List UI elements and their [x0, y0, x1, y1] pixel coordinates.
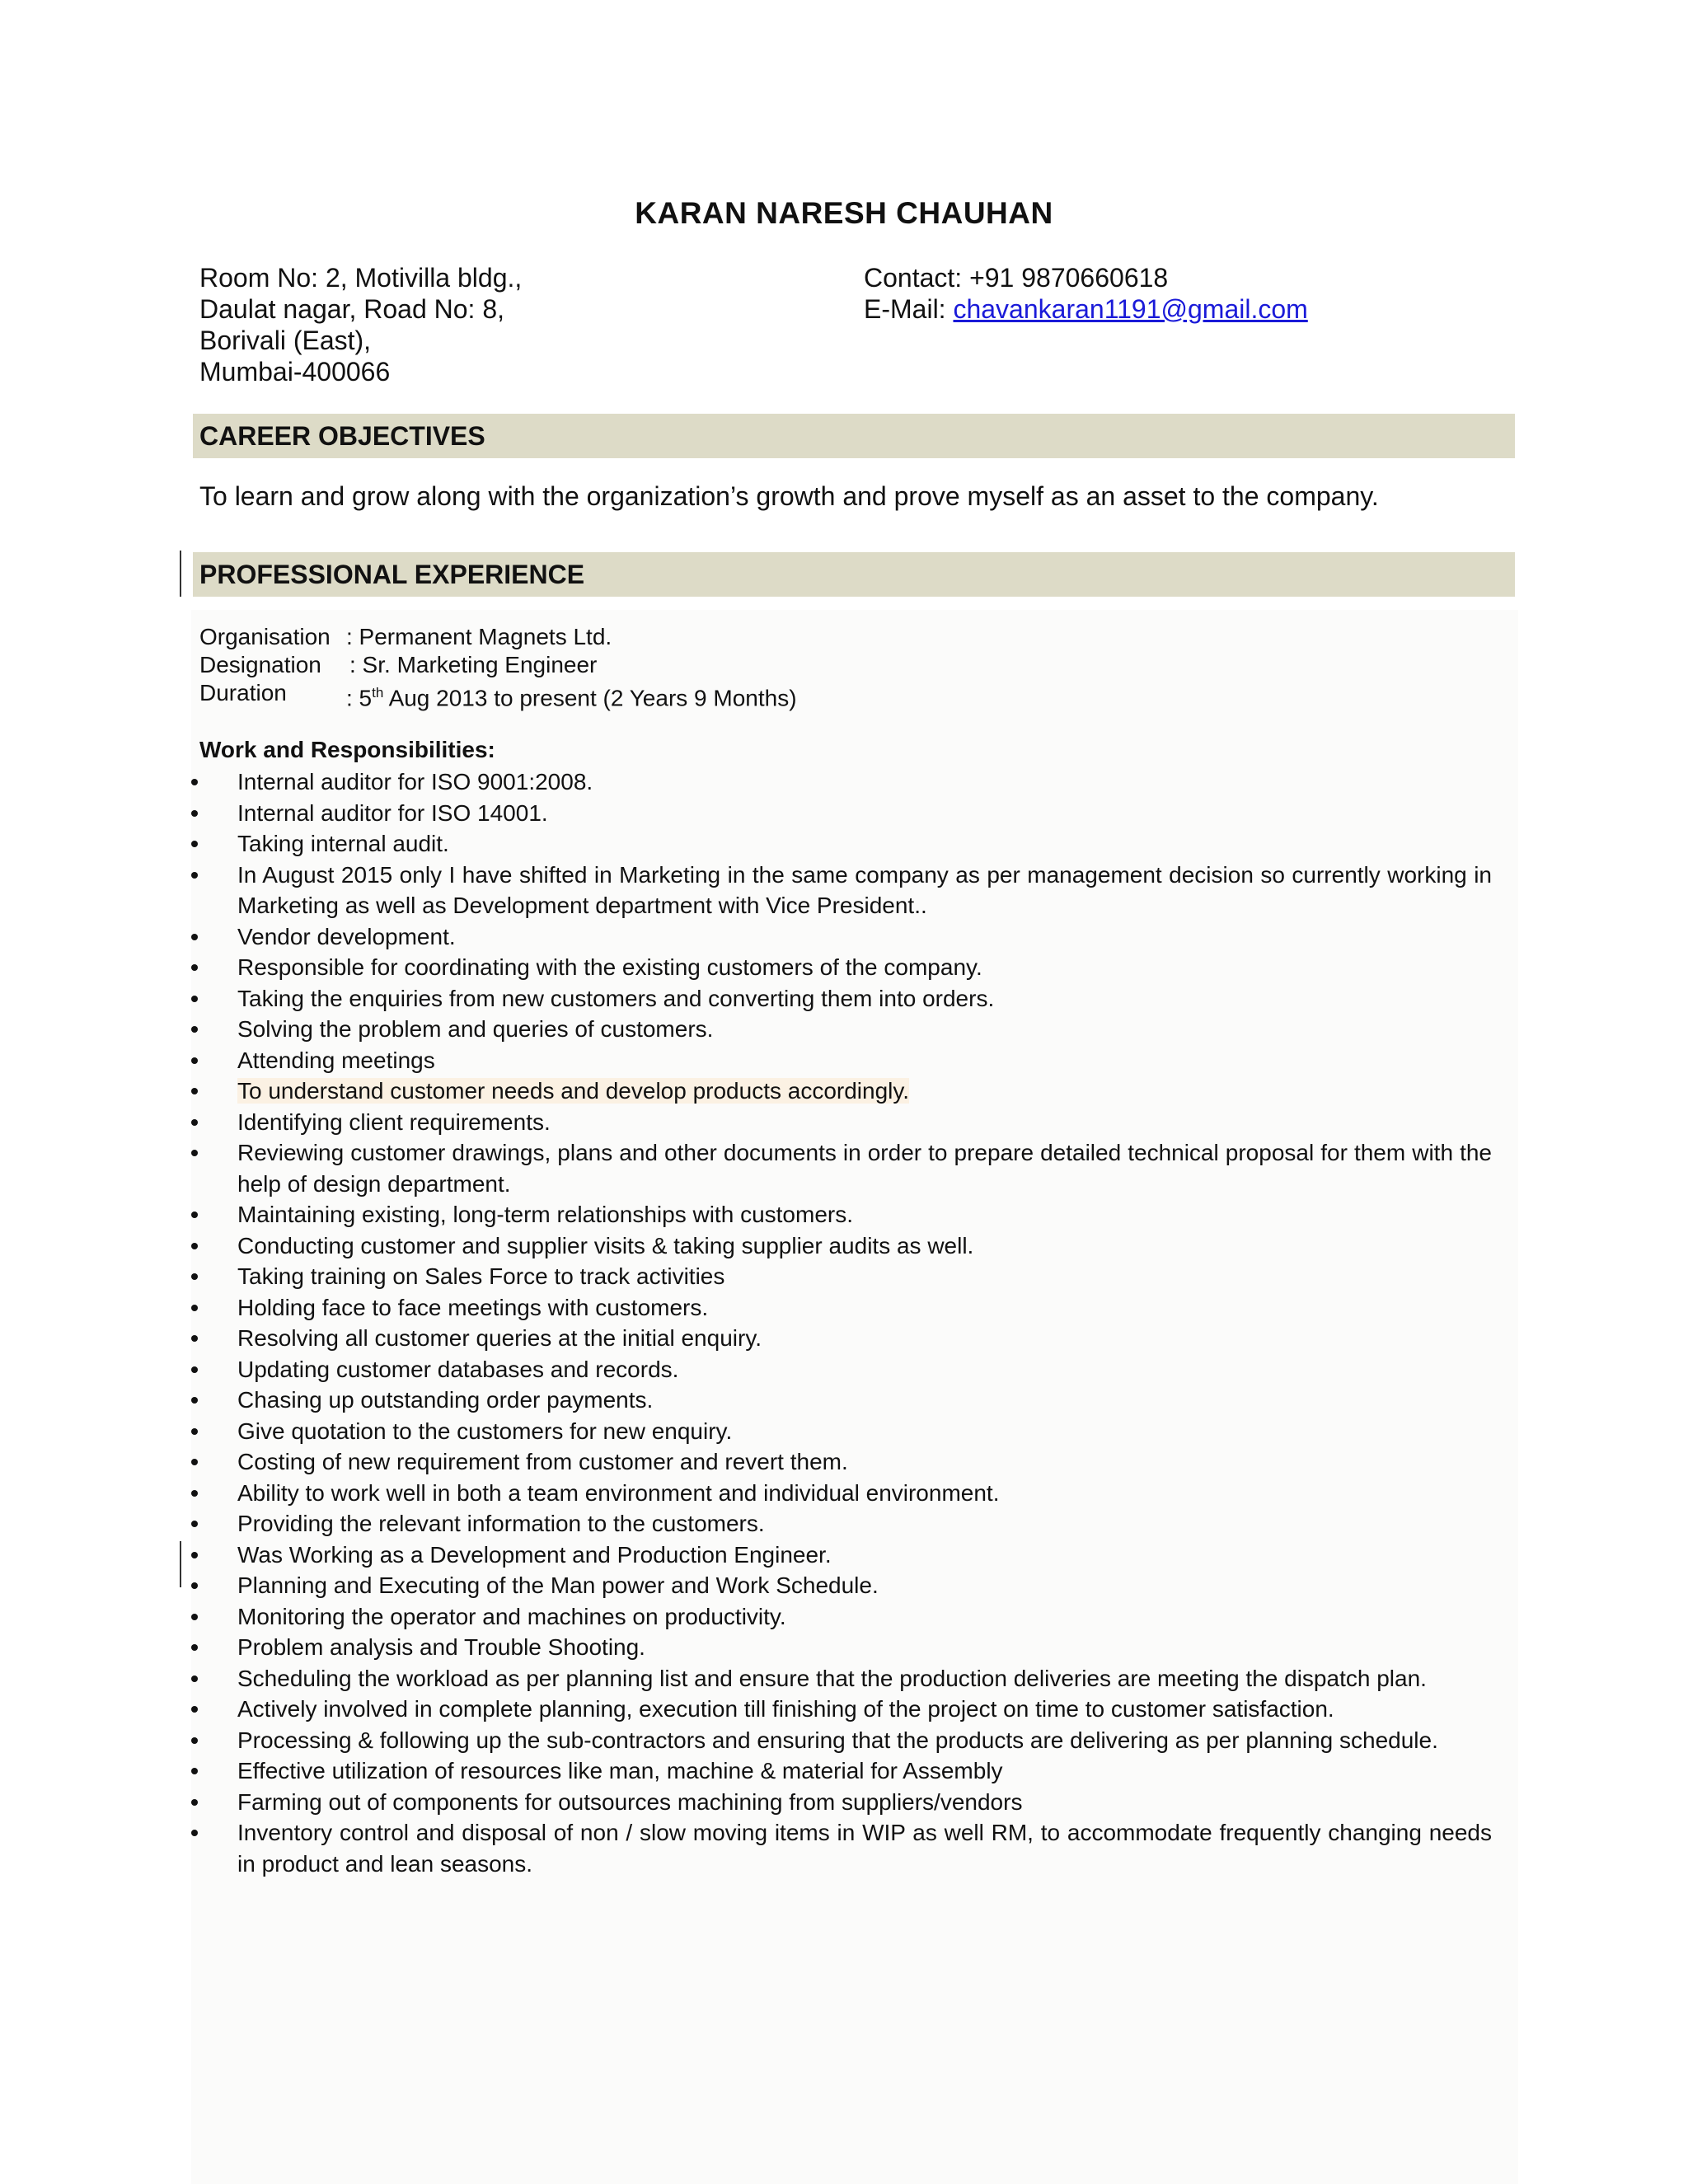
job-details: [199, 623, 797, 712]
list-item-text: To understand customer needs and develop products accordingly.: [237, 1078, 910, 1104]
list-item-text: Reviewing customer drawings, plans and other documents in order to prepare detailed technical proposal for them with the help of design department.: [237, 1140, 1492, 1197]
list-item: [190, 1725, 1492, 1756]
list-item: [190, 1107, 1492, 1138]
list-item-text: Resolving all customer queries at the initial enquiry.: [237, 1325, 762, 1351]
margin-revision-mark: [180, 551, 181, 597]
list-item: [190, 1787, 1492, 1818]
list-item-text: Ability to work well in both a team environment and individual environment.: [237, 1479, 1000, 1506]
list-item-text: Chasing up outstanding order payments.: [237, 1387, 654, 1413]
duration-row: [199, 679, 797, 712]
list-item-highlighted: [190, 1076, 1492, 1107]
duration-prefix: : 5: [346, 685, 373, 711]
list-item: [190, 1354, 1492, 1385]
list-item: [190, 860, 1492, 921]
list-item-text: Monitoring the operator and machines on productivity.: [237, 1603, 786, 1629]
list-item: [190, 1570, 1492, 1601]
candidate-name: KARAN NARESH CHAUHAN: [635, 196, 1053, 230]
list-item: [190, 1014, 1492, 1045]
list-item: [190, 1323, 1492, 1354]
list-item: [190, 1446, 1492, 1478]
email-link[interactable]: chavankaran1191@gmail.com: [953, 294, 1308, 324]
organisation-value: : Permanent Magnets Ltd.: [346, 624, 612, 649]
list-item-text: Holding face to face meetings with customers.: [237, 1294, 709, 1320]
designation-row: [199, 651, 797, 679]
list-item-text: Effective utilization of resources like man, machine & material for Assembly: [237, 1758, 1003, 1783]
list-item: [190, 1755, 1492, 1787]
phone-number: Contact: +91 9870660618: [864, 263, 1169, 293]
list-item: [190, 1416, 1492, 1447]
list-item: [190, 798, 1492, 829]
list-item: [190, 1817, 1492, 1879]
list-item-text: Taking internal audit.: [237, 831, 449, 856]
designation-value: : Sr. Marketing Engineer: [349, 652, 598, 677]
duration-value: [346, 679, 797, 712]
list-item: [190, 1663, 1492, 1694]
address-line: Borivali (East),: [199, 326, 372, 355]
list-item: [190, 766, 1492, 798]
list-item-text: Problem analysis and Trouble Shooting.: [237, 1634, 645, 1660]
list-item: [190, 1199, 1492, 1230]
list-item: [190, 1601, 1492, 1633]
duration-rest: Aug 2013 to present (2 Years 9 Months): [383, 685, 797, 711]
address-line: Daulat nagar, Road No: 8,: [199, 294, 505, 324]
list-item: [190, 952, 1492, 983]
list-item: [190, 1694, 1492, 1725]
list-item-text: Solving the problem and queries of customers.: [237, 1016, 714, 1042]
list-item: [190, 1230, 1492, 1262]
list-item: [190, 1292, 1492, 1324]
list-item: [190, 1261, 1492, 1292]
list-item: [190, 1478, 1492, 1509]
list-item-text: In August 2015 only I have shifted in Marketing in the same company as per management decision so currently working in Marketing as well as Development department with Vice President..: [237, 861, 1492, 918]
responsibilities-list: [190, 766, 1492, 1879]
organisation-label: Organisation: [199, 624, 331, 649]
career-objectives-heading: CAREER OBJECTIVES: [193, 414, 1515, 458]
list-item: [190, 983, 1492, 1015]
list-item-text: Taking training on Sales Force to track activities: [237, 1263, 725, 1289]
list-item-text: Attending meetings: [237, 1047, 435, 1073]
list-item-text: Responsible for coordinating with the existing customers of the company.: [237, 954, 982, 980]
list-item-text: Internal auditor for ISO 14001.: [237, 799, 548, 826]
list-item: [190, 828, 1492, 860]
email-label: E-Mail:: [864, 294, 954, 324]
duration-label: Duration: [199, 680, 287, 705]
list-item-text: Providing the relevant information to the customers.: [237, 1511, 765, 1536]
list-item-text: Processing & following up the sub-contractors and ensuring that the products are delivering as per planning schedule.: [237, 1727, 1438, 1753]
list-item-text: Inventory control and disposal of non / slow moving items in WIP as well RM, to accommodate frequently changing needs in product and lean seasons.: [237, 1820, 1492, 1877]
list-item-text: Updating customer databases and records.: [237, 1356, 679, 1382]
list-item: [190, 1540, 1492, 1571]
list-item: [190, 1385, 1492, 1416]
address-line: Room No: 2, Motivilla bldg.,: [199, 263, 523, 293]
list-item-text: Identifying client requirements.: [237, 1108, 551, 1135]
organisation-row: [199, 623, 797, 651]
list-item-text: Internal auditor for ISO 9001:2008.: [237, 769, 593, 794]
list-item-text: Was Working as a Development and Production Engineer.: [237, 1541, 832, 1568]
list-item-text: Conducting customer and supplier visits & taking supplier audits as well.: [237, 1232, 974, 1258]
list-item-text: Maintaining existing, long-term relationships with customers.: [237, 1202, 853, 1227]
list-item: [190, 1137, 1492, 1199]
career-objective-text: To learn and grow along with the organization’s growth and prove myself as an asset to the company.: [199, 481, 1379, 511]
postal-address: [199, 262, 522, 387]
list-item-text: Scheduling the workload as per planning list and ensure that the production deliveries are meeting the dispatch plan.: [237, 1665, 1427, 1691]
list-item: [190, 921, 1492, 953]
list-item: [190, 1045, 1492, 1076]
list-item-text: Actively involved in complete planning, execution till finishing of the project on time to customer satisfaction.: [237, 1696, 1334, 1722]
list-item-text: Farming out of components for outsources machining from suppliers/vendors: [237, 1788, 1023, 1815]
email-line: [864, 293, 1308, 325]
designation-label: Designation: [199, 652, 321, 677]
list-item-text: Costing of new requirement from customer and revert them.: [237, 1449, 848, 1474]
duration-superscript: th: [372, 685, 384, 701]
list-item: [190, 1508, 1492, 1540]
address-line: Mumbai-400066: [199, 357, 391, 387]
list-item-text: Give quotation to the customers for new enquiry.: [237, 1418, 733, 1444]
list-item-text: Taking the enquiries from new customers and converting them into orders.: [237, 985, 995, 1011]
work-responsibilities-title: Work and Responsibilities:: [199, 737, 495, 762]
list-item-text: Planning and Executing of the Man power and Work Schedule.: [237, 1572, 879, 1598]
margin-revision-mark: [180, 1541, 181, 1587]
list-item-text: Vendor development.: [237, 923, 456, 949]
list-item: [190, 1632, 1492, 1663]
professional-experience-heading: PROFESSIONAL EXPERIENCE: [193, 552, 1515, 597]
contact-block: [864, 262, 1308, 325]
